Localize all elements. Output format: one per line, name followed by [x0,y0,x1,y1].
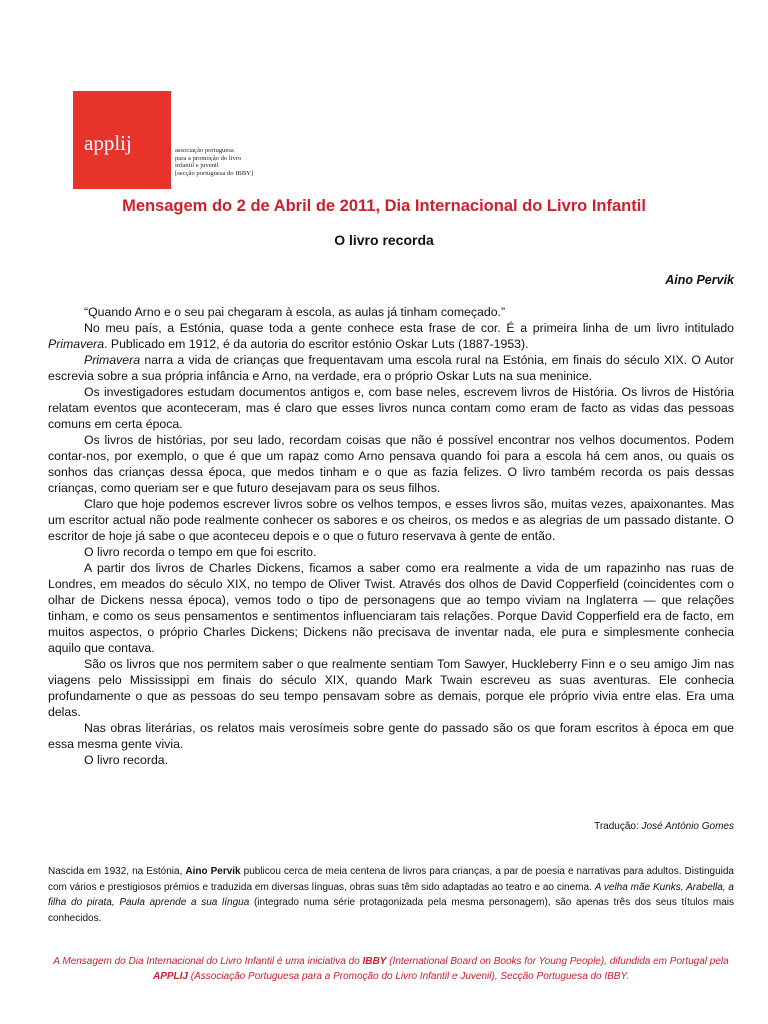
footer-text: A Mensagem do Dia Internacional do Livro Infantil é uma iniciativa do [53,956,363,967]
paragraph-text: São os livros que nos permitem saber o que realmente sentiam Tom Sawyer, Huckleberry Finn e o seu amigo Jim nas viagens pelo Mississippi em finais do século [48,657,734,687]
century-numeral: XIX [324,673,345,687]
bio-book-titles: A velha mãe Kunks, Arabella, a filha do pirata, Paula aprende a sua língua [48,881,734,908]
paragraph [48,544,734,560]
footer-text: (Associação Portuguesa para a Promoção do Livro Infantil e Juvenil), Secção Portuguesa do IBBY. [188,971,629,982]
paragraph [48,352,734,384]
footer-ibby: IBBY [362,956,387,967]
translation-label: Tradução: [594,821,642,832]
paragraph-text: narra a vida de crianças que frequentavam uma escola rural na Estónia, em finais do século [140,353,664,367]
translation-credit [594,821,734,832]
paragraph-text: . O Autor escrevia sobre a sua própria infância e Arno, na verdade, era o próprio Oskar Luts na sua meninice. [48,353,734,383]
footer-text: (International Board on Books for Young People), difundida em Portugal pela [386,956,729,967]
bio-author-name: Aino Pervik [185,866,241,877]
paragraph [48,496,734,544]
paragraph [48,560,734,656]
paragraph-text: A partir dos livros de Charles Dickens, ficamos a saber como era realmente a vida de um rapazinho nas ruas de Londres, em meados do século [48,561,734,591]
logo-tagline-line: [secção portuguesa do IBBY] [175,169,254,177]
paragraph [48,304,734,320]
translator-name: José António Gomes [641,821,734,832]
document-subtitle: O livro recorda [334,232,434,248]
book-title: Primavera [84,353,141,367]
logo-tagline-line: para a promoção do livro [175,154,242,162]
logo-tagline [175,147,295,177]
paragraph-text: Nas obras literárias, os relatos mais verosímeis sobre gente do passado são os que foram escritos à época em que essa mesma gente vivia. [48,721,734,751]
paragraph-text: O livro recorda o tempo em que foi escrito. [84,545,317,559]
book-title: Primavera [48,337,105,351]
century-numeral: XIX [226,577,247,591]
logo-wordmark: applij [84,131,132,155]
logo-tagline-line: associação portuguesa [175,147,234,154]
paragraph-text: Claro que hoje podemos escrever livros sobre os velhos tempos, e esses livros são, muitas vezes, apaixonantes. Mas um escritor actual não pode realmente conhecer os sabores e os cheiros, os medos e as alegrias de um passado distante. O escritor de hoje já sabe o que aconteceu depois e o que o futuro reservava à gente de então. [48,497,734,543]
century-numeral: XIX [663,353,684,367]
author-name: Aino Pervik [665,273,734,287]
paragraph-text: Os livros de histórias, por seu lado, recordam coisas que não é possível encontrar nos velhos documentos. Podem contar-nos, por exemplo, o que é que um rapaz como Arno pensava quando foi para a escola há cem anos, ou quais os sonhos das crianças dessa época, que medos tinham e o que as fazia felizes. O livro também recorda os pais dessas crianças, como queriam ser e que futuro desejavam para os seus filhos. [48,433,734,495]
footer-note [48,954,734,984]
paragraph [48,752,734,768]
bio-text: Nascida em 1932, na Estónia, [48,866,186,877]
paragraph [48,432,734,496]
footer-applij: APPLIJ [152,971,188,982]
bio-text: publicou cerca de meia centena de livros para crianças, a par de poesia e narrativas para adultos. Distinguida com vários e prestigiosos prémios e traduzida em diversas línguas, obras suas têm sido adaptadas ao teatro e ao cinema. [48,866,734,893]
paragraph-text: . Publicado em 1912, é da autoria do escritor estónio Oskar Luts (1887-1953). [104,337,529,351]
paragraph [48,384,734,432]
document-title: Mensagem do 2 de Abril de 2011, Dia Internacional do Livro Infantil [122,197,646,215]
message-body [48,304,734,768]
paragraph-text: O livro recorda. [84,753,169,767]
paragraph [48,320,734,352]
paragraph-text: , quando Mark Twain escreveu as suas aventuras. Ele conhecia profundamente o que as pessoas do seu tempo pensavam sobre as demais, porque ele próprio vivia entre elas. Era uma delas. [48,673,734,719]
paragraph [48,720,734,752]
bio-text: (integrado numa série protagonizada pela mesma personagem), são apenas três dos seus títulos mais conhecidos. [48,897,734,924]
author-bio [48,864,734,926]
logo-tagline-line: infantil e juvenil [175,162,219,170]
paragraph-text: Os investigadores estudam documentos antigos e, com base neles, escrevem livros de História. Os livros de História relatam eventos que aconteceram, mas é claro que esses livros nunca contam como eram de facto as vidas das pessoas comuns em certa época. [48,385,734,431]
paragraph-text: , no tempo de Oliver Twist. Através dos olhos de David Copperfield (coincidentes com o olhar de Dickens nessa época), vemos todo o tipo de personagens que ao tempo viviam na Inglaterra — que relações tinham, e como os seus pensamentos e sentimentos influenciaram tais relações. Porque David Copperfield era de facto, em muitos aspectos, o próprio Charles Dickens; Dickens não precisava de inventar nada, ele pura e simplesmente conhecia aquilo que contava. [48,577,734,655]
paragraph-text: “Quando Arno e o seu pai chegaram à escola, as aulas já tinham começado.” [84,305,506,319]
paragraph-text: No meu país, a Estónia, quase toda a gente conhece esta frase de cor. É a primeira linha de um livro intitulado [84,321,734,335]
paragraph [48,656,734,720]
